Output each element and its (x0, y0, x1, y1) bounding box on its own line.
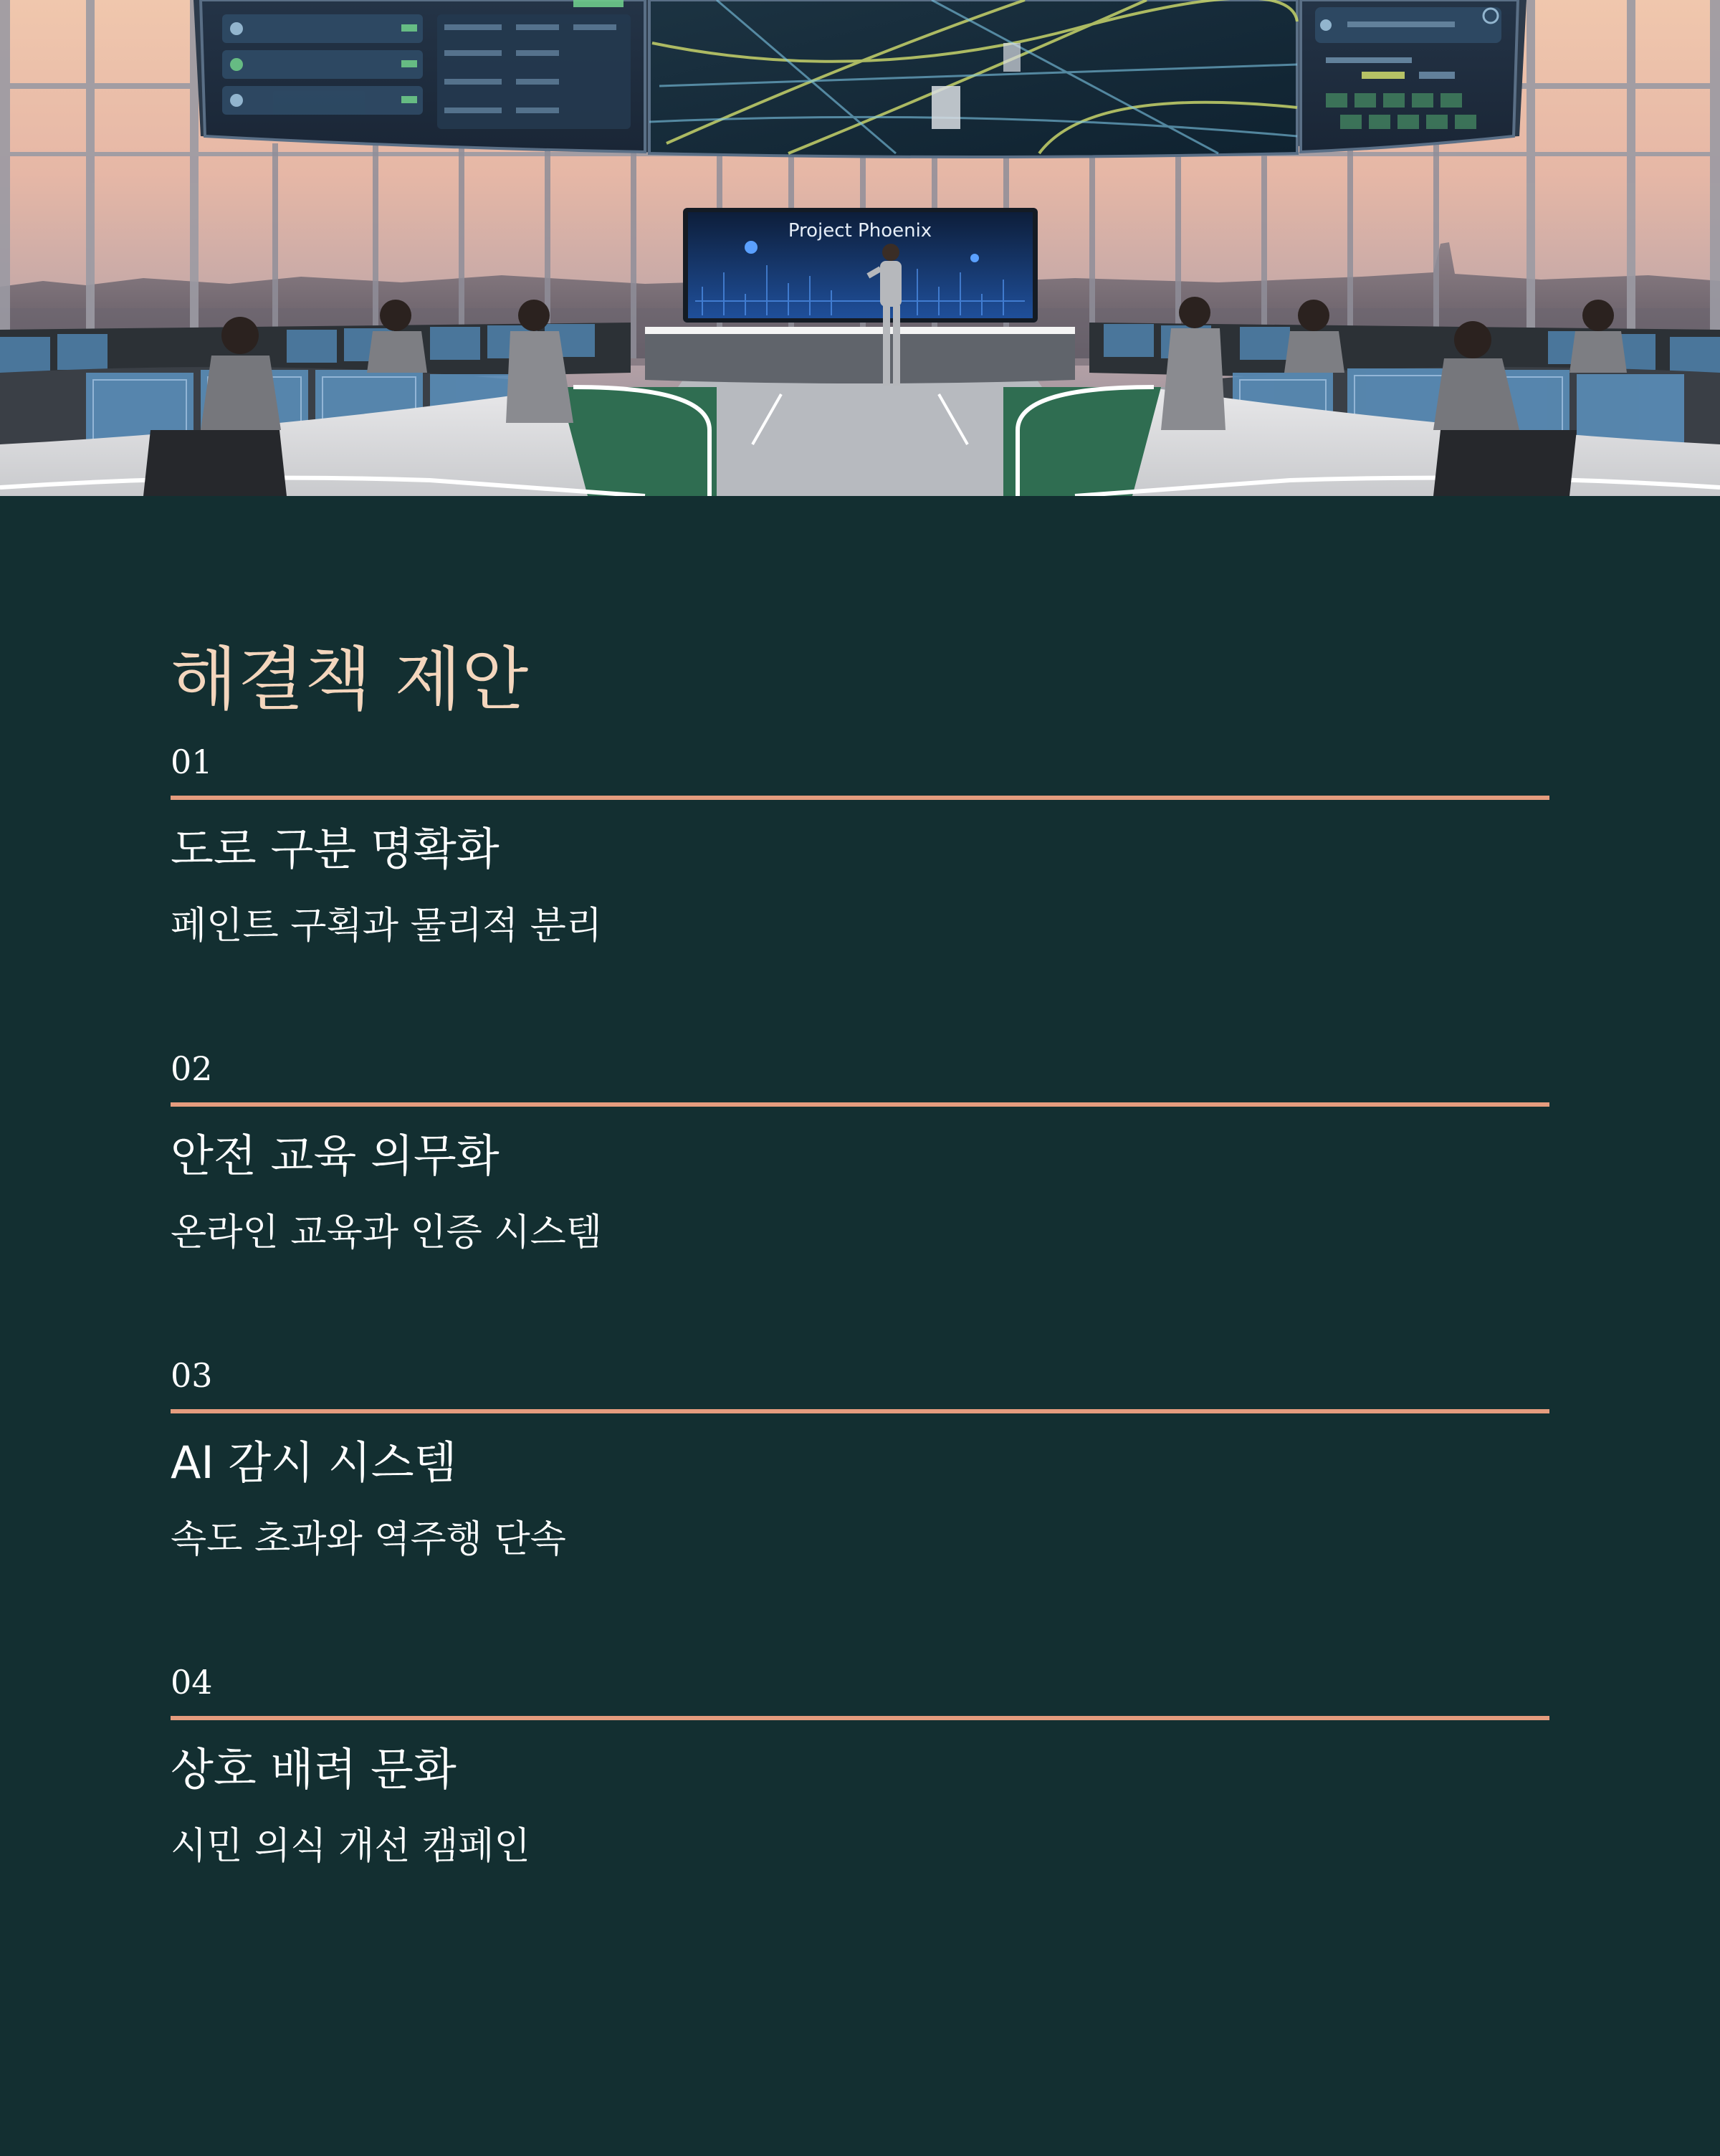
solution-item-01 (171, 745, 1549, 1052)
item-number: 03 (171, 1356, 213, 1395)
solution-item-03 (171, 1356, 1549, 1666)
item-divider (171, 1102, 1549, 1107)
item-description: 온라인 교육과 인증 시스템 (171, 1211, 603, 1254)
hero-image (0, 0, 1720, 496)
item-description: 페인트 구획과 물리적 분리 (171, 905, 603, 948)
item-divider (171, 1409, 1549, 1413)
item-number: 04 (171, 1663, 213, 1702)
item-description: 속도 초과와 역주행 단속 (171, 1518, 566, 1561)
solutions-section (171, 639, 1549, 1973)
item-number: 01 (171, 743, 213, 781)
page-title: 해결책 제안 (171, 639, 530, 720)
item-heading: AI 감시 시스템 (171, 1436, 457, 1489)
solution-item-02 (171, 1049, 1549, 1359)
item-heading: 상호 배려 문화 (171, 1743, 457, 1795)
screen-caption: Project Phoenix (788, 220, 932, 242)
item-divider (171, 1716, 1549, 1720)
item-divider (171, 796, 1549, 800)
control-room-illustration (0, 0, 1720, 496)
item-heading: 안전 교육 의무화 (171, 1130, 500, 1182)
item-description: 시민 의식 개선 캠페인 (171, 1825, 530, 1868)
item-heading: 도로 구분 명확화 (171, 823, 500, 875)
solution-item-04 (171, 1663, 1549, 1973)
item-number: 02 (171, 1049, 213, 1088)
